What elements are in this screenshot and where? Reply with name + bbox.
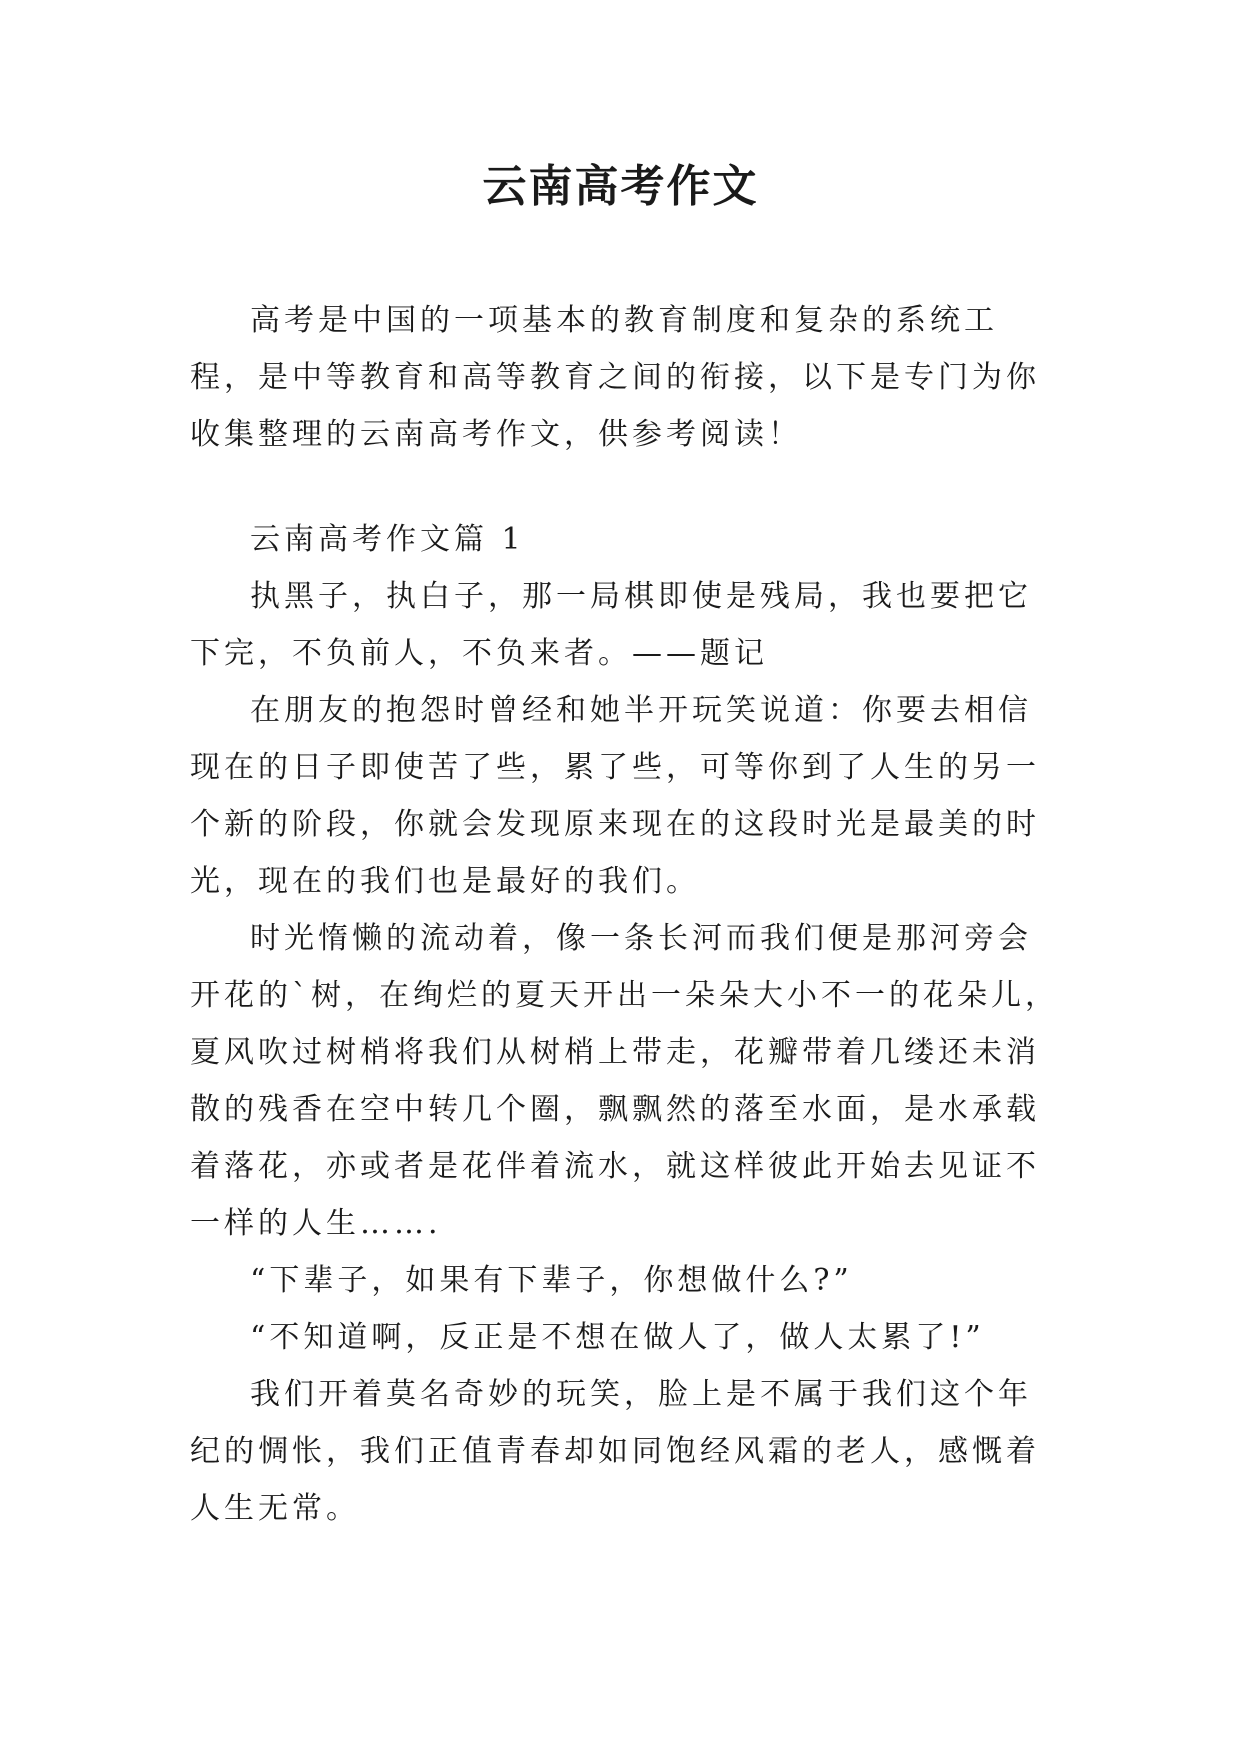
paragraph-epigraph: 执黑子，执白子，那一局棋即使是残局，我也要把它下完，不负前人，不负来者。——题记 (190, 579, 1032, 671)
document-title: 云南高考作文 (482, 161, 759, 212)
document-body (190, 292, 1060, 1537)
dialogue-line: “不知道啊，反正是不想在做人了，做人太累了!” (250, 1320, 985, 1355)
section-heading: 云南高考作文篇 1 (250, 522, 525, 557)
intro-paragraph: 高考是中国的一项基本的教育制度和复杂的系统工程，是中等教育和高等教育之间的衔接，以下是专门为你收集整理的云南高考作文，供参考阅读！ (190, 303, 1040, 452)
section-spacer (190, 463, 1060, 511)
paragraph: 在朋友的抱怨时曾经和她半开玩笑说道：你要去相信现在的日子即使苦了些，累了些，可等你到了人生的另一个新的阶段，你就会发现原来现在的这段时光是最美的时光，现在的我们也是最好的我们。 (190, 693, 1040, 899)
paragraph: 时光惰懒的流动着，像一条长河而我们便是那河旁会开花的`树，在绚烂的夏天开出一朵朵大小不一的花朵儿，夏风吹过树梢将我们从树梢上带走，花瓣带着几缕还未消散的残香在空中转几个圈，飘飘然的落至水面，是水承载着落花，亦或者是花伴着流水，就这样彼此开始去见证不一样的人生……. (190, 921, 1059, 1241)
paragraph: 我们开着莫名奇妙的玩笑，脸上是不属于我们这个年纪的惆怅，我们正值青春却如同饱经风霜的老人，感慨着人生无常。 (190, 1377, 1040, 1526)
dialogue-line: “下辈子，如果有下辈子，你想做什么?” (250, 1263, 853, 1298)
